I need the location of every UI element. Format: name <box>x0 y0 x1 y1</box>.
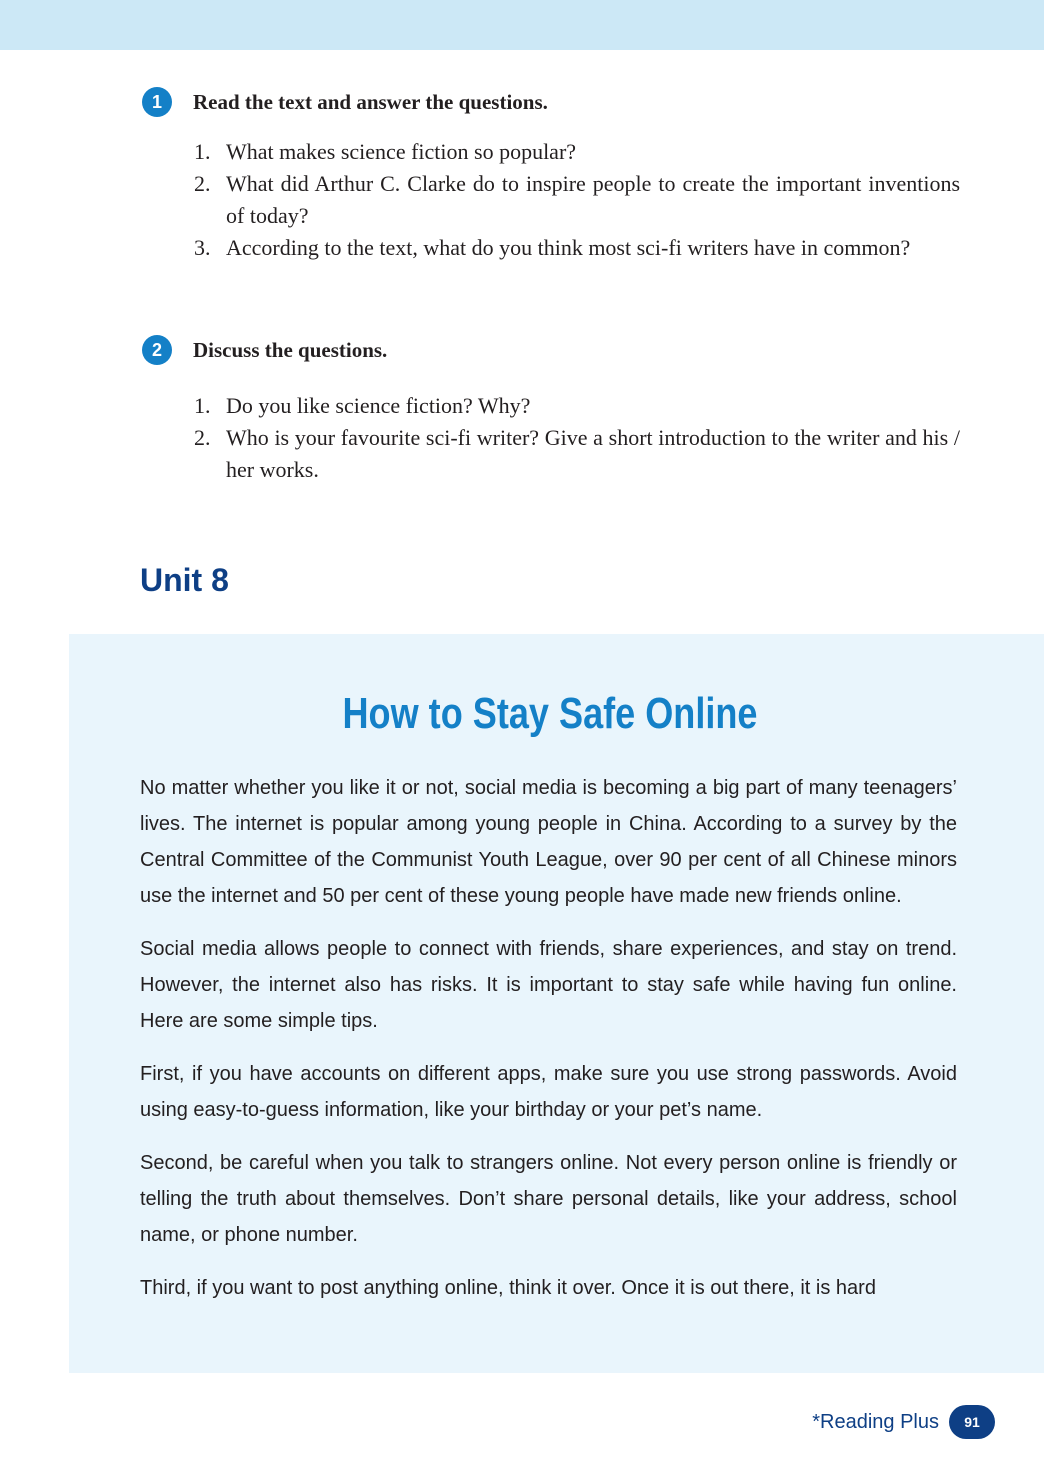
reading-paragraph: No matter whether you like it or not, social media is becoming a big part of many teenagers’ lives. The internet is popular among young people in China. According to a survey by the Central Committee of the Communist Youth League, over 90 per cent of all Chinese minors use the internet and 50 per cent of these young people have made new friends online. <box>140 777 957 907</box>
question-item <box>194 136 960 168</box>
question-item <box>194 168 960 232</box>
question-item <box>194 422 960 486</box>
page-footer <box>812 1405 995 1439</box>
reading-paragraph: Second, be careful when you talk to strangers online. Not every person online is friendly or telling the truth about themselves. Don’t share personal details, like your address, school name, or phone number. <box>140 1152 957 1246</box>
question-list <box>194 136 960 264</box>
question-text: What makes science fiction so popular? <box>226 139 577 164</box>
page-number-badge: 91 <box>949 1405 995 1439</box>
question-text: What did Arthur C. Clarke do to inspire people to create the important inventions of today? <box>226 171 960 228</box>
question-number: 2. <box>194 171 211 196</box>
exercise-instruction: Discuss the questions. <box>193 337 388 362</box>
reading-paragraph: First, if you have accounts on different apps, make sure you use strong passwords. Avoid using easy-to-guess information, like your birthday or your pet’s name. <box>140 1063 957 1121</box>
reading-body <box>140 770 957 1323</box>
unit-heading: Unit 8 <box>140 562 229 598</box>
question-number: 2. <box>194 425 211 450</box>
exercise-1 <box>142 87 962 260</box>
question-item <box>194 232 960 264</box>
question-text: Do you like science fiction? Why? <box>226 393 531 418</box>
reading-paragraph: Social media allows people to connect with friends, share experiences, and stay on trend. However, the internet also has risks. It is important to stay safe while having fun online. Here are some simple tips. <box>140 938 957 1032</box>
question-list <box>194 390 960 486</box>
question-number: 1. <box>194 393 211 418</box>
reading-paragraph: Third, if you want to post anything online, think it over. Once it is out there, it is hard <box>140 1277 876 1299</box>
question-number: 1. <box>194 139 211 164</box>
exercise-instruction: Read the text and answer the questions. <box>193 89 548 114</box>
question-item <box>194 390 960 422</box>
exercise-number-badge: 2 <box>142 335 172 365</box>
question-text: According to the text, what do you think most sci-fi writers have in common? <box>226 235 911 260</box>
question-number: 3. <box>194 235 211 260</box>
reading-title: How to Stay Safe Online <box>342 689 758 738</box>
exercise-2 <box>142 335 962 482</box>
exercise-number-badge: 1 <box>142 87 172 117</box>
header-band <box>0 0 1044 50</box>
section-label: *Reading Plus <box>812 1410 939 1433</box>
question-text: Who is your favourite sci-fi writer? Give a short introduction to the writer and his / her works. <box>226 425 960 482</box>
